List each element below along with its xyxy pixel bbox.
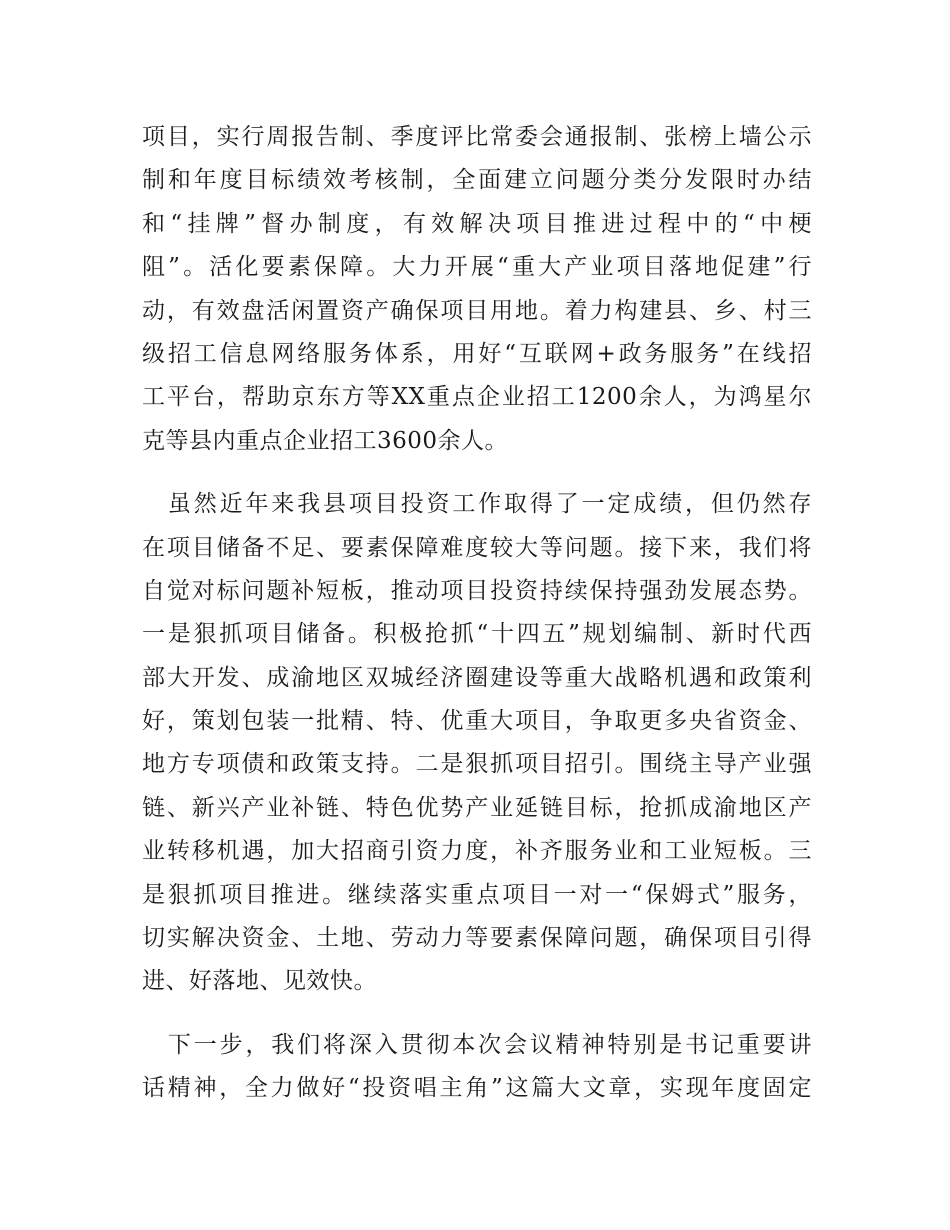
- paragraph-1: [142, 116, 812, 463]
- text-line: 部大开发、成渝地区双城经济圈建设等重大战略机遇和政策利: [142, 664, 812, 691]
- text-line: 下一步，我们将深入贯彻本次会议精神特别是书记重要讲: [142, 1031, 812, 1058]
- text-line: 制和年度目标绩效考核制，全面建立问题分类分发限时办结: [142, 167, 812, 194]
- text-line: 进、好落地、见效快。: [142, 968, 377, 995]
- text-line: 好，策划包装一批精、特、优重大项目，争取更多央省资金、: [142, 708, 812, 735]
- text-line: 虽然近年来我县项目投资工作取得了一定成绩，但仍然存: [142, 491, 812, 518]
- text-line: 自觉对标问题补短板，推动项目投资持续保持强劲发展态势。: [142, 577, 812, 604]
- text-line: 地方专项债和政策支持。二是狠抓项目招引。围绕主导产业强: [142, 751, 812, 778]
- paragraph-3: [142, 1024, 812, 1111]
- text-line: 一是狠抓项目储备。积极抢抓“十四五”规划编制、新时代西: [142, 621, 812, 648]
- text-line: 和“挂牌”督办制度，有效解决项目推进过程中的“中梗: [142, 210, 812, 237]
- text-line: 克等县内重点企业招工3600余人。: [142, 427, 509, 454]
- text-line: 是狠抓项目推进。继续落实重点项目一对一“保姆式”服务，: [142, 881, 812, 908]
- text-line: 在项目储备不足、要素保障难度较大等问题。接下来，我们将: [142, 534, 812, 561]
- text-line: 业转移机遇，加大招商引资力度，补齐服务业和工业短板。三: [142, 838, 812, 865]
- text-line: 链、新兴产业补链、特色优势产业延链目标，抢抓成渝地区产: [142, 794, 812, 821]
- text-line: 动，有效盘活闲置资产确保项目用地。着力构建县、乡、村三: [142, 297, 812, 324]
- text-line: 切实解决资金、土地、劳动力等要素保障问题，确保项目引得: [142, 925, 812, 952]
- paragraph-2: [142, 483, 812, 1004]
- text-line: 工平台，帮助京东方等XX重点企业招工1200余人，为鸿星尔: [142, 384, 812, 411]
- document-body: [142, 116, 812, 1111]
- text-line: 阻”。活化要素保障。大力开展“重大产业项目落地促建”行: [142, 254, 812, 281]
- text-line: 级招工信息网络服务体系，用好“互联网+政务服务”在线招: [142, 340, 812, 367]
- text-line: 话精神，全力做好“投资唱主角”这篇大文章，实现年度固定: [142, 1075, 812, 1102]
- text-line: 项目，实行周报告制、季度评比常委会通报制、张榜上墙公示: [142, 124, 812, 150]
